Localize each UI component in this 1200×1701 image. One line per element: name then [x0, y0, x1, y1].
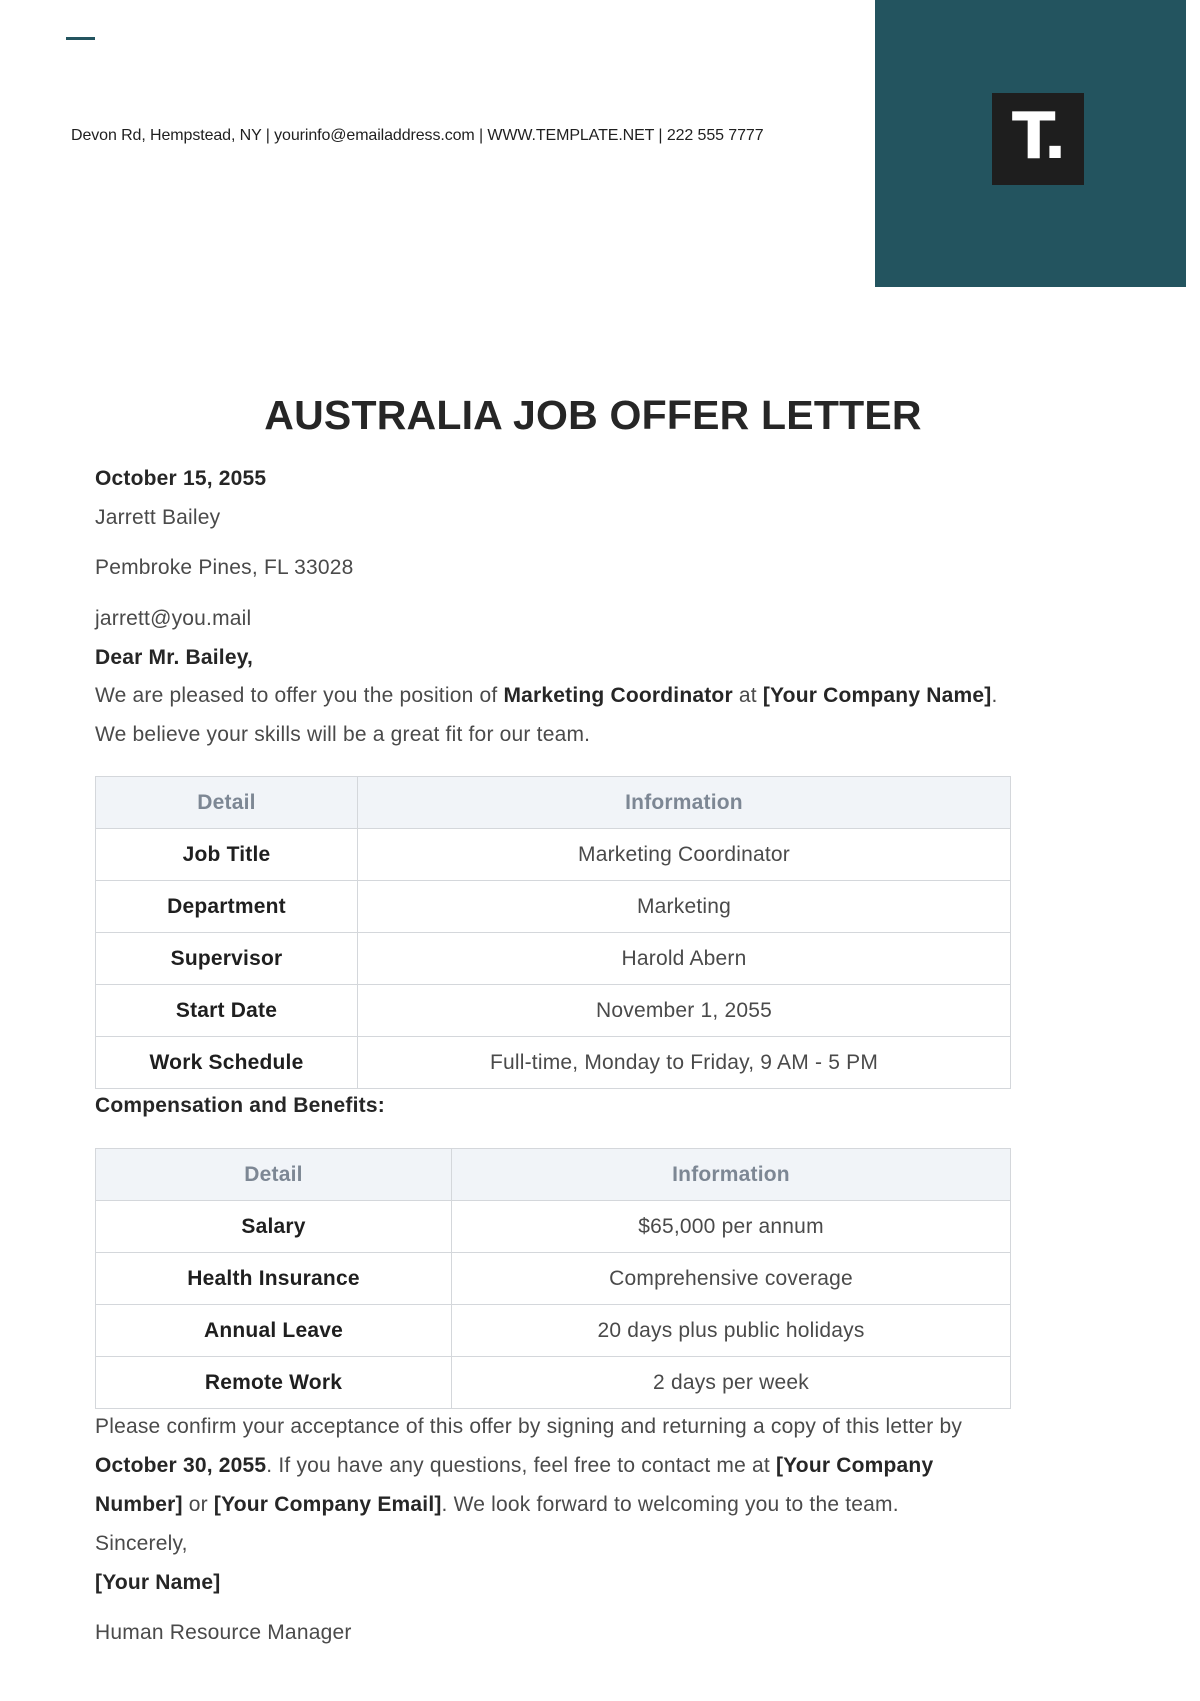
intro-line-2: We believe your skills will be a great fit for our team.: [95, 723, 591, 746]
row-label: Salary: [96, 1201, 452, 1253]
row-label: Supervisor: [96, 933, 358, 985]
row-label: Job Title: [96, 829, 358, 881]
document-title: AUSTRALIA JOB OFFER LETTER: [264, 392, 922, 438]
compensation-table: [95, 1148, 1011, 1409]
row-value: Comprehensive coverage: [452, 1253, 1011, 1305]
row-label: Department: [96, 881, 358, 933]
intro-position: Marketing Coordinator: [503, 684, 733, 707]
salutation: Dear Mr. Bailey,: [95, 646, 254, 669]
letter-date: October 15, 2055: [95, 467, 267, 490]
intro-paragraph: [95, 684, 997, 708]
contact-info: Devon Rd, Hempstead, NY | yourinfo@emailaddress.com | WWW.TEMPLATE.NET | 222 555 7777: [71, 127, 764, 144]
closing-text: . If you have any questions, feel free to contact me at: [266, 1454, 776, 1477]
logo-text: T.: [1011, 100, 1065, 174]
table-row: [96, 1201, 1011, 1253]
table-row: [96, 881, 1011, 933]
logo: [992, 93, 1084, 185]
closing-line-2: [95, 1454, 933, 1478]
row-label: Start Date: [96, 985, 358, 1037]
row-value: Harold Abern: [358, 933, 1011, 985]
accent-dash: [66, 37, 95, 40]
row-label: Annual Leave: [96, 1305, 452, 1357]
table-header-row: [96, 777, 1011, 829]
intro-mid: at: [732, 684, 763, 707]
row-value: November 1, 2055: [358, 985, 1011, 1037]
recipient-email: jarrett@you.mail: [95, 607, 252, 630]
closing-or: or: [182, 1493, 214, 1516]
column-header: Information: [452, 1149, 1011, 1201]
signoff: Sincerely,: [95, 1532, 188, 1555]
row-label: Health Insurance: [96, 1253, 452, 1305]
table-row: [96, 829, 1011, 881]
table-header-row: [96, 1149, 1011, 1201]
table-row: [96, 933, 1011, 985]
intro-suffix: .: [991, 684, 998, 707]
compensation-heading: Compensation and Benefits:: [95, 1094, 385, 1117]
recipient-name: Jarrett Bailey: [95, 506, 221, 529]
row-label: Work Schedule: [96, 1037, 358, 1089]
sender-name: [Your Name]: [95, 1571, 221, 1594]
brand-block: [875, 0, 1186, 287]
row-value: $65,000 per annum: [452, 1201, 1011, 1253]
acceptance-deadline: October 30, 2055: [95, 1454, 267, 1477]
row-value: 2 days per week: [452, 1357, 1011, 1409]
row-value: Marketing: [358, 881, 1011, 933]
sender-title: Human Resource Manager: [95, 1621, 352, 1644]
column-header: Detail: [96, 777, 358, 829]
company-number-part1: [Your Company: [775, 1454, 934, 1477]
table-row: [96, 985, 1011, 1037]
table-row: [96, 1357, 1011, 1409]
row-value: Marketing Coordinator: [358, 829, 1011, 881]
intro-company: [Your Company Name]: [762, 684, 992, 707]
table-row: [96, 1253, 1011, 1305]
closing-line-1: Please confirm your acceptance of this offer by signing and returning a copy of this letter by: [95, 1415, 963, 1438]
table-row: [96, 1037, 1011, 1089]
table-row: [96, 1305, 1011, 1357]
column-header: Information: [358, 777, 1011, 829]
job-details-table: [95, 776, 1011, 1089]
row-value: Full-time, Monday to Friday, 9 AM - 5 PM: [358, 1037, 1011, 1089]
company-number-part2: Number]: [95, 1493, 183, 1516]
intro-prefix: We are pleased to offer you the position of: [95, 684, 504, 707]
company-email: [Your Company Email]: [213, 1493, 442, 1516]
row-value: 20 days plus public holidays: [452, 1305, 1011, 1357]
closing-line-3: [95, 1493, 899, 1517]
recipient-address: Pembroke Pines, FL 33028: [95, 556, 354, 579]
closing-rest: . We look forward to welcoming you to the team.: [441, 1493, 899, 1516]
column-header: Detail: [96, 1149, 452, 1201]
row-label: Remote Work: [96, 1357, 452, 1409]
